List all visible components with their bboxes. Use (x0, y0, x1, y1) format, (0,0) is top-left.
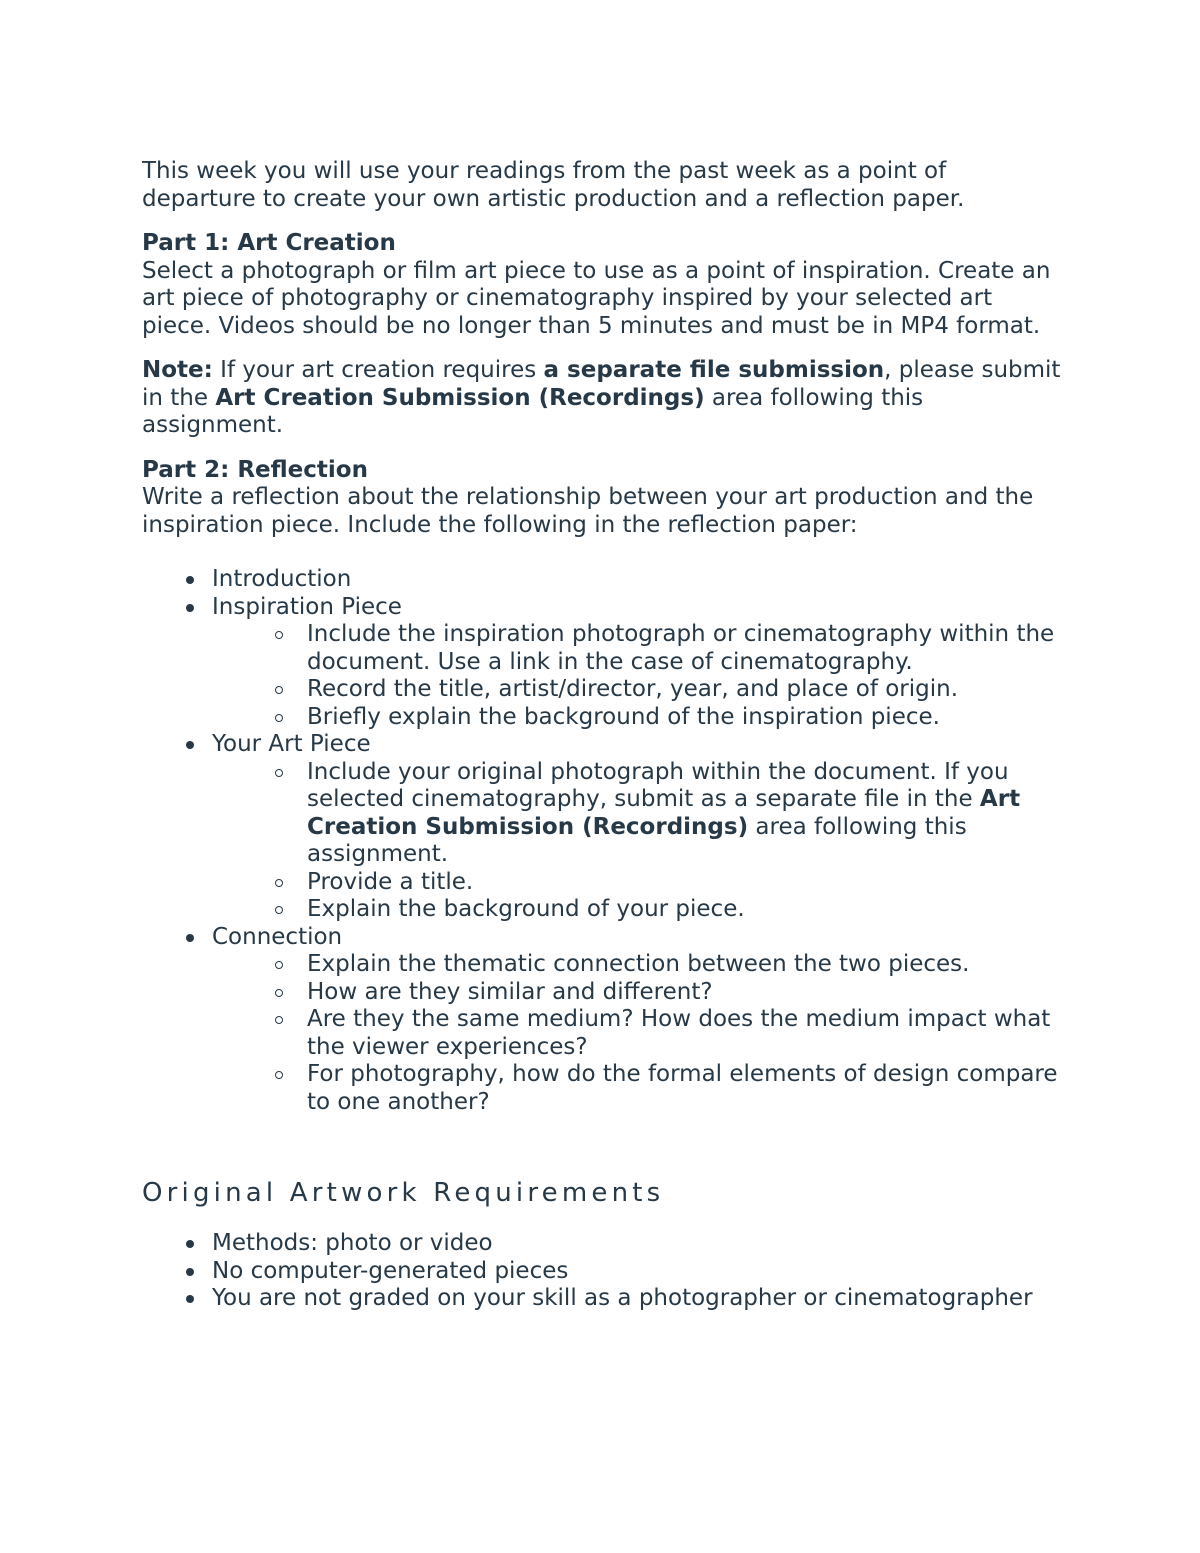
circle-bullet-icon (275, 686, 283, 694)
sub-list-item-text: Explain the background of your piece. (307, 896, 745, 922)
note-text-2: , please submit in the (142, 357, 1061, 411)
list-item (142, 731, 1062, 924)
list-item (142, 566, 1062, 594)
sub-list-item-text: Provide a title. (307, 868, 474, 895)
reflection-list (142, 566, 1062, 1116)
sub-list-item (142, 1006, 1062, 1061)
circle-bullet-icon (275, 989, 283, 997)
part2-heading: Part 2: Reflection (142, 456, 368, 483)
sub-list-item (142, 704, 1062, 732)
note-text-3: area following this assignment. (142, 384, 924, 438)
part2-body: Write a reflection about the relationship between your art production and the inspiration piece. Include the following in the reflection paper: (142, 484, 1034, 538)
sub-list-item-text: How are they similar and different? (307, 978, 713, 1005)
document-page (142, 158, 1062, 1313)
list-item (142, 1230, 1062, 1258)
sub-list-item-text: Include the inspiration photograph or cinematography within the document. Use a link in the case of cinematography. (307, 621, 1055, 675)
sub-list-item-tail: area following this assignment. (307, 813, 967, 867)
sub-list-item (142, 869, 1062, 897)
list-item (142, 1285, 1062, 1313)
circle-bullet-icon (275, 961, 283, 969)
sub-list-item (142, 979, 1062, 1007)
list-item-label: Inspiration Piece (212, 593, 402, 620)
sub-list-item-text: Include your original photograph within the document. If you selected cinematography, submit as a separate file in the (307, 758, 1009, 812)
bullet-icon (186, 934, 194, 942)
artwork-requirements-list (142, 1230, 1062, 1313)
list-item (142, 594, 1062, 732)
part1-heading: Part 1: Art Creation (142, 230, 396, 256)
sub-list-item-text: Are they the same medium? How does the medium impact what the viewer experiences? (307, 1006, 1051, 1060)
sub-list-item (142, 759, 1062, 869)
note-bold-1: a separate file submission (543, 357, 885, 383)
circle-bullet-icon (275, 1016, 283, 1024)
circle-bullet-icon (275, 906, 283, 914)
sub-list-item-text: Explain the thematic connection between the two pieces. (307, 951, 970, 977)
sub-list-item-text: For photography, how do the formal elements of design compare to one another? (307, 1061, 1058, 1115)
sub-list (212, 621, 1062, 731)
list-item-label: Introduction (212, 566, 352, 592)
part1-body: Select a photograph or film art piece to use as a point of inspiration. Create an art piece of photography or cinematography inspired by your selected art piece. Videos should be no longer than 5 minutes and must be in MP4 format. (142, 257, 1051, 339)
bullet-icon (186, 576, 194, 584)
note-text-1: If your art creation requires (212, 357, 544, 383)
sub-list-item (142, 896, 1062, 924)
sub-list-item-text: Briefly explain the background of the inspiration piece. (307, 703, 940, 730)
artwork-requirements-heading: Original Artwork Requirements (142, 1178, 665, 1208)
sub-list-item (142, 951, 1062, 979)
circle-bullet-icon (275, 769, 283, 777)
circle-bullet-icon (275, 1071, 283, 1079)
list-item-label: You are not graded on your skill as a photographer or cinematographer (212, 1285, 1033, 1311)
note-bold-2: Art Creation Submission (Recordings) (215, 384, 705, 411)
sub-list-item-bold: Art Creation Submission (Recordings) (307, 786, 1021, 840)
note-label: Note: (142, 357, 213, 383)
list-item (142, 1258, 1062, 1286)
sub-list (212, 951, 1062, 1116)
circle-bullet-icon (275, 714, 283, 722)
circle-bullet-icon (275, 879, 283, 887)
list-item-label: No computer-generated pieces (212, 1257, 569, 1284)
note-paragraph (142, 357, 1062, 440)
sub-list (212, 759, 1062, 924)
list-item-label: Methods: photo or video (212, 1230, 493, 1256)
intro-paragraph: This week you will use your readings from the past week as a point of departure to create your own artistic production and a reflection paper. (142, 158, 965, 212)
list-item-label: Your Art Piece (212, 731, 371, 757)
bullet-icon (186, 741, 194, 749)
sub-list-item (142, 621, 1062, 676)
sub-list-item (142, 1061, 1062, 1116)
circle-bullet-icon (275, 631, 283, 639)
bullet-icon (186, 1240, 194, 1248)
bullet-icon (186, 1268, 194, 1276)
list-item-label: Connection (212, 923, 343, 950)
sub-list-item (142, 676, 1062, 704)
sub-list-item-text: Record the title, artist/director, year, and place of origin. (307, 676, 959, 702)
list-item (142, 924, 1062, 1117)
bullet-icon (186, 1295, 194, 1303)
bullet-icon (186, 604, 194, 612)
